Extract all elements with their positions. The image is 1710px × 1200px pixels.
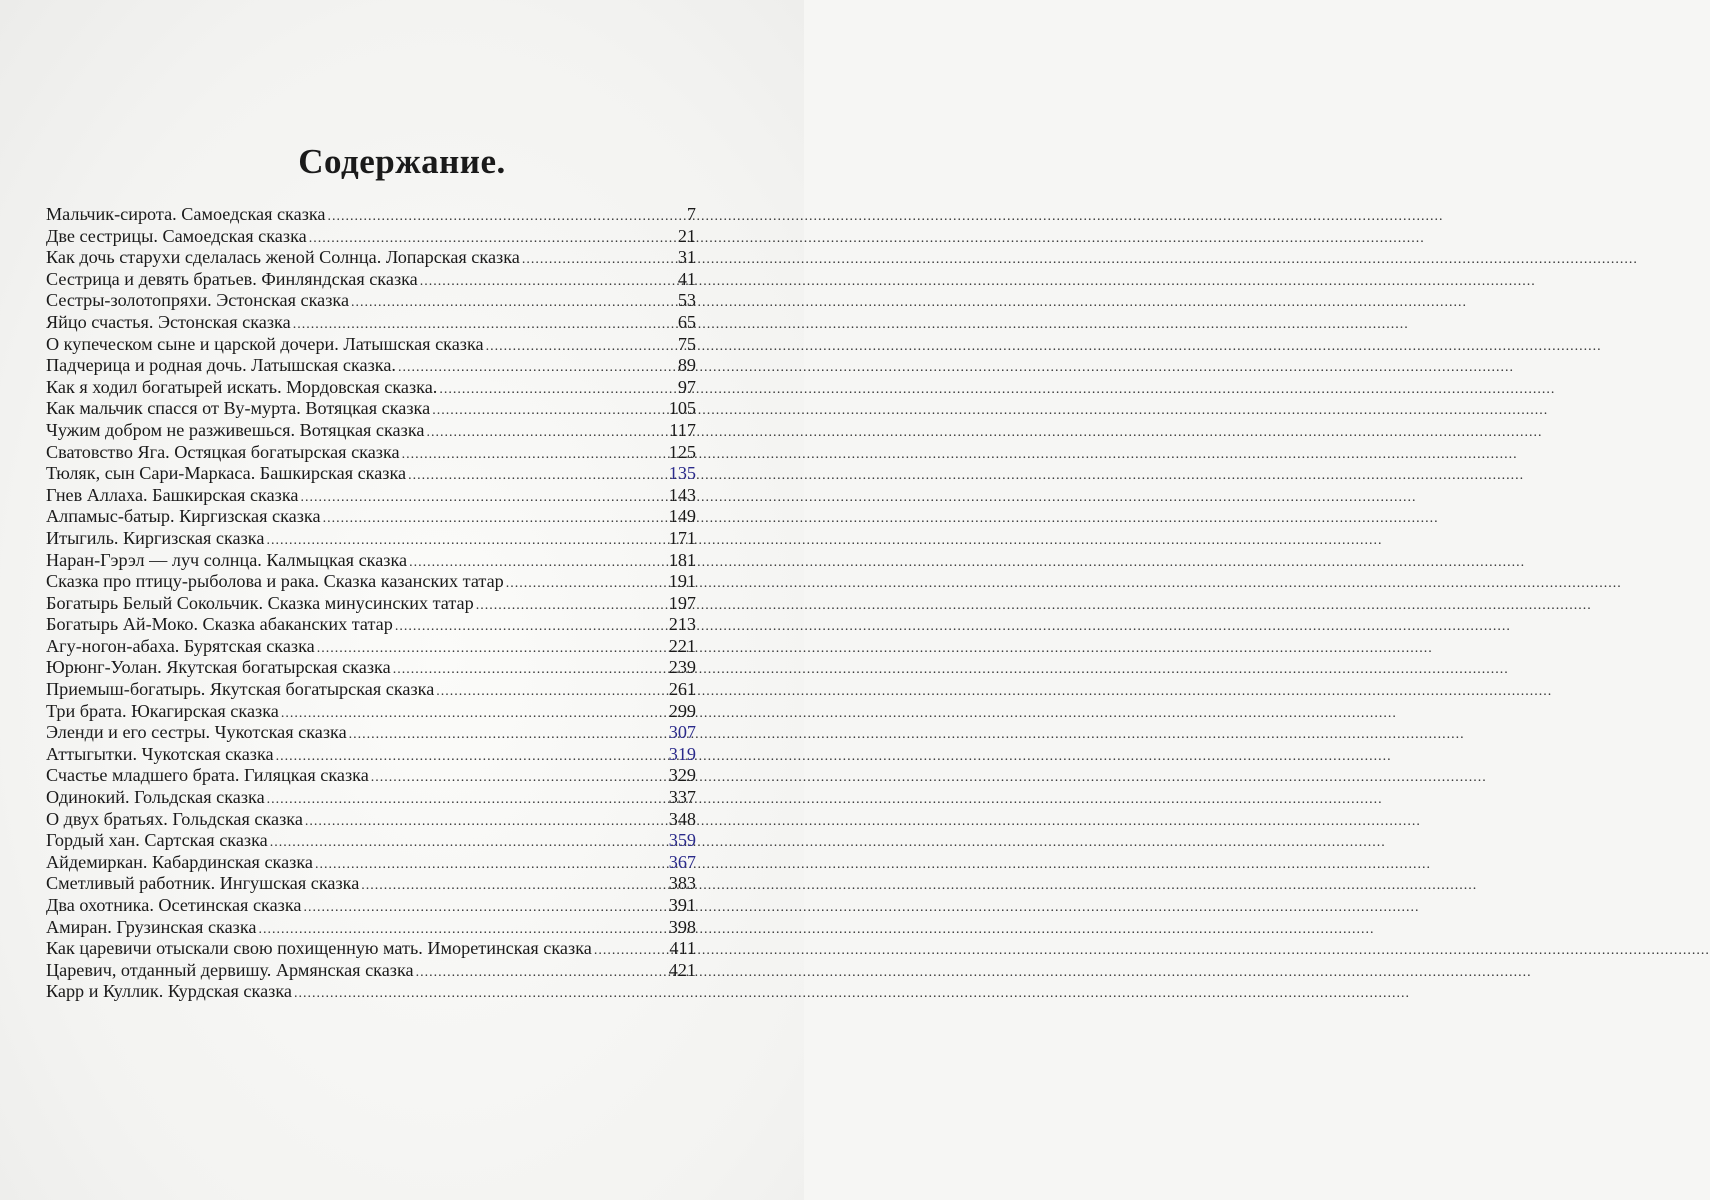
table-of-contents [46, 204, 696, 1003]
toc-entry [46, 247, 696, 269]
toc-entry [46, 614, 696, 636]
dot-leader [294, 983, 694, 1005]
entry-page: 135 [668, 463, 696, 484]
dot-leader [328, 206, 685, 228]
entry-title: Амиран. Грузинская сказка [46, 916, 257, 937]
entry-title: Как я ходил богатырей искать. Мордовская сказка. [46, 376, 438, 397]
toc-entry [46, 420, 696, 442]
entry-title: Богатырь Белый Сокольчик. Сказка минусинских татар [46, 592, 474, 613]
entry-title: Сказка про птицу-рыболова и рака. Сказка казанских татар [46, 571, 504, 592]
dot-leader [486, 336, 676, 358]
entry-title: Царевич, отданный дервишу. Армянская сказка [46, 959, 414, 980]
entry-page: 197 [668, 592, 696, 613]
dot-leader [432, 400, 667, 422]
entry-title: Падчерица и родная дочь. Латышская сказка. [46, 355, 396, 376]
entry-title: Гнев Аллаха. Башкирская сказка [46, 484, 299, 505]
toc-entry [46, 895, 696, 917]
entry-page: 53 [677, 290, 696, 311]
dot-leader [293, 314, 676, 336]
toc-entry [46, 226, 696, 248]
toc-entry [46, 442, 696, 464]
toc-entry [46, 873, 696, 895]
dot-leader [281, 703, 667, 725]
toc-entry [46, 701, 696, 723]
dot-leader [276, 746, 667, 768]
toc-entry [46, 830, 696, 852]
toc-entry [46, 744, 696, 766]
toc-entry [46, 960, 696, 982]
dot-leader [267, 789, 667, 811]
entry-title: Приемыш-богатырь. Якутская богатырская сказка [46, 679, 435, 700]
entry-title: Айдемиркан. Кабардинская сказка [46, 851, 313, 872]
entry-page: 191 [668, 571, 696, 592]
toc-entry [46, 571, 696, 593]
entry-title: Одинокий. Гольдская сказка [46, 787, 265, 808]
entry-title: Гордый хан. Сартская сказка [46, 830, 268, 851]
dot-leader [522, 249, 676, 271]
entry-title: Две сестрицы. Самоедская сказка [46, 225, 307, 246]
entry-title: Мальчик-сирота. Самоедская сказка [46, 204, 326, 224]
entry-page: 307 [668, 722, 696, 743]
entry-page: 359 [668, 830, 696, 851]
entry-title: Алпамыс-батыр. Киргизская сказка [46, 506, 321, 527]
entry-page: 239 [668, 657, 696, 678]
entry-page: 299 [668, 700, 696, 721]
toc-entry [46, 377, 696, 399]
dot-leader [305, 811, 667, 833]
page-title: Содержание. [298, 142, 506, 181]
dot-leader [266, 530, 666, 552]
dot-leader [315, 854, 667, 876]
entry-title: Как царевичи отыскали свою похищенную мать. Иморетинская сказка [46, 938, 592, 959]
entry-page: 261 [668, 679, 696, 700]
dot-leader [393, 659, 667, 681]
toc-entry [46, 528, 696, 550]
dot-leader [398, 357, 676, 379]
dot-leader [309, 228, 676, 250]
entry-title: Счастье младшего брата. Гиляцкая сказка [46, 765, 369, 786]
dot-leader [476, 595, 667, 617]
entry-page: 21 [677, 225, 696, 246]
dot-leader [395, 616, 667, 638]
dot-leader [270, 832, 667, 854]
entry-title: Три брата. Юкагирская сказка [46, 700, 279, 721]
toc-entry [46, 269, 696, 291]
entry-title: Агу-ногон-абаха. Бурятская сказка [46, 635, 315, 656]
toc-entry [46, 787, 696, 809]
entry-page: 181 [668, 549, 696, 570]
entry-page: 125 [668, 441, 696, 462]
entry-title: Сватовство Яга. Остяцкая богатырская сказка [46, 441, 400, 462]
dot-leader [258, 919, 666, 941]
entry-page: 391 [668, 895, 696, 915]
entry-page: 7 [686, 204, 696, 224]
entry-page: 89 [677, 355, 696, 376]
entry-title: Тюляк, сын Сари-Маркаса. Башкирская сказка [46, 463, 407, 484]
entry-title: Карр и Куллик. Курдская сказка [46, 981, 292, 1002]
toc-entry [46, 506, 696, 528]
dot-leader [317, 638, 667, 660]
toc-entry [46, 657, 696, 679]
entry-page: 117 [669, 419, 696, 440]
entry-title: О купеческом сыне и царской дочери. Латышская сказка [46, 333, 484, 354]
dot-leader [420, 271, 676, 293]
entry-page: 143 [668, 484, 696, 505]
toc-entry [46, 981, 696, 1003]
toc-entry [46, 938, 696, 960]
entry-page: 171 [668, 527, 696, 548]
dot-leader [594, 940, 668, 962]
toc-entry [46, 334, 696, 356]
toc-entry [46, 204, 696, 226]
entry-page: 97 [677, 376, 696, 397]
dot-leader [351, 292, 676, 314]
dot-leader [371, 767, 667, 789]
dot-leader [300, 487, 666, 509]
toc-entry [46, 917, 696, 939]
entry-title: Итыгиль. Киргизская сказка [46, 527, 265, 548]
dot-leader [303, 897, 666, 919]
entry-page: 105 [668, 398, 696, 419]
entry-title: Два охотника. Осетинская сказка [46, 895, 302, 915]
toc-entry [46, 593, 696, 615]
entry-title: Аттыгытки. Чукотская сказка [46, 743, 274, 764]
entry-title: Богатырь Ай-Моко. Сказка абаканских татар [46, 614, 393, 635]
entry-page: 213 [668, 614, 696, 635]
entry-title: Эленди и его сестры. Чукотская сказка [46, 722, 347, 743]
toc-entry [46, 355, 696, 377]
dot-leader [426, 422, 667, 444]
entry-page: 329 [668, 765, 696, 786]
entry-title: Сестры-золотопряхи. Эстонская сказка [46, 290, 350, 311]
entry-title: Наран-Гэрэл — луч солнца. Калмыцкая сказка [46, 549, 408, 570]
toc-entry [46, 463, 696, 485]
entry-page: 421 [668, 959, 696, 980]
entry-page: 383 [668, 873, 696, 894]
entry-page: 398 [668, 916, 696, 937]
dot-leader [402, 444, 667, 466]
entry-page: 319 [668, 743, 696, 764]
entry-title: Сестрица и девять братьев. Финляндская сказка [46, 268, 418, 289]
entry-title: Как дочь старухи сделалась женой Солнца. Лопарская сказка [46, 247, 520, 268]
toc-entry [46, 550, 696, 572]
entry-page: 31 [677, 247, 696, 268]
entry-page: 411 [669, 938, 696, 959]
toc-entry [46, 398, 696, 420]
entry-page: 149 [668, 506, 696, 527]
toc-entry [46, 485, 696, 507]
entry-page: 367 [668, 851, 696, 872]
toc-entry [46, 852, 696, 874]
toc-entry [46, 679, 696, 701]
entry-page: 221 [668, 635, 696, 656]
entry-title: Чужим добром не разживешься. Вотяцкая сказка [46, 419, 425, 440]
dot-leader [506, 573, 667, 595]
entry-page: 41 [677, 268, 696, 289]
dot-leader [323, 508, 667, 530]
entry-title: Юрюнг-Уолан. Якутская богатырская сказка [46, 657, 391, 678]
entry-title: Яйцо счастья. Эстонская сказка [46, 311, 291, 332]
toc-entry [46, 809, 696, 831]
entry-title: Сметливый работник. Ингушская сказка [46, 873, 360, 894]
entry-page: 65 [677, 311, 696, 332]
entry-title: Как мальчик спасся от Ву-мурта. Вотяцкая сказка [46, 398, 431, 419]
dot-leader [349, 724, 667, 746]
entry-page: 348 [668, 808, 696, 829]
entry-page: 75 [677, 333, 696, 354]
toc-entry [46, 312, 696, 334]
toc-entry [46, 722, 696, 744]
dot-leader [409, 552, 667, 574]
toc-entry [46, 290, 696, 312]
dot-leader [439, 379, 675, 401]
toc-entry [46, 765, 696, 787]
dot-leader [408, 465, 667, 487]
entry-title: О двух братьях. Гольдская сказка [46, 808, 303, 829]
dot-leader [416, 962, 667, 984]
dot-leader [436, 681, 666, 703]
dot-leader [361, 875, 666, 897]
entry-page: 337 [668, 787, 696, 808]
toc-entry [46, 636, 696, 658]
